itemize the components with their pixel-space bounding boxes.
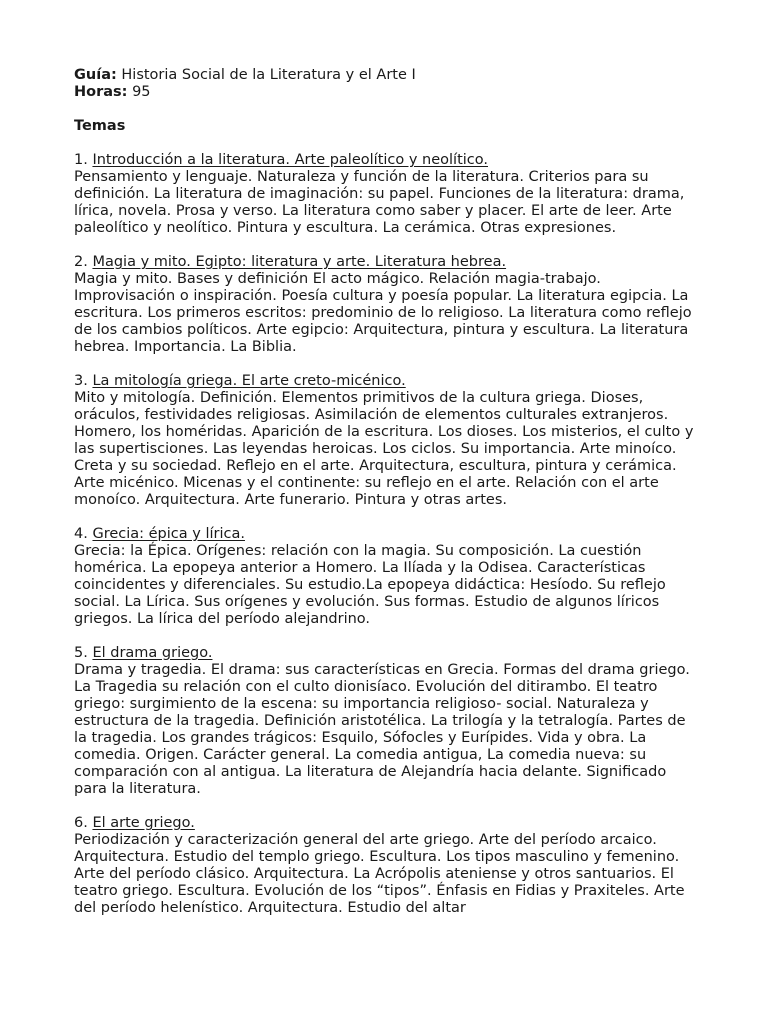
section-body: Periodización y caracterización general del arte griego. Arte del período arcaico. Arquitectura. Estudio del templo griego. Escultura. Los tipos masculino y femenino. Arte del período clásico. Arquitectura. La Acrópolis ateniense y otros santuarios. El teatro griego. Escultura. Evolución de los “tipos”. Énfasis en Fidias y Praxiteles. Arte del período helenístico. Arquitectura. Estudio del altar	[74, 832, 685, 916]
section-body: Magia y mito. Bases y definición El acto mágico. Relación magia-trabajo. Improvisación o inspiración. Poesía cultura y poesía popular. La literatura egipcia. La escritura. Los primeros escritos: predominio de lo religioso. La literatura como reflejo de los cambios políticos. Arte egipcio: Arquitectura, pintura y escultura. La literatura hebrea. Importancia. La Biblia.	[74, 271, 692, 355]
section-number: 5.	[74, 645, 88, 661]
document-page	[74, 67, 694, 934]
section-title	[74, 373, 694, 390]
section-title-text: El drama griego.	[92, 645, 213, 661]
section-title	[74, 152, 694, 169]
section-number: 1.	[74, 152, 88, 168]
section-1	[74, 152, 694, 237]
guia-label: Guía:	[74, 67, 117, 83]
section-5	[74, 645, 694, 798]
temas-heading: Temas	[74, 118, 126, 134]
section-title	[74, 645, 694, 662]
section-title-text: Introducción a la literatura. Arte paleolítico y neolítico.	[92, 152, 488, 168]
section-2	[74, 254, 694, 356]
section-3	[74, 373, 694, 509]
horas-value: 95	[132, 84, 151, 100]
section-6	[74, 815, 694, 917]
horas-label: Horas:	[74, 84, 128, 100]
section-number: 2.	[74, 254, 88, 270]
section-title-text: La mitología griega. El arte creto-micénico.	[92, 373, 406, 389]
section-number: 4.	[74, 526, 88, 542]
section-title	[74, 254, 694, 271]
section-4	[74, 526, 694, 628]
section-title-text: Magia y mito. Egipto: literatura y arte. Literatura hebrea.	[92, 254, 507, 270]
section-body: Pensamiento y lenguaje. Naturaleza y función de la literatura. Criterios para su definición. La literatura de imaginación: su papel. Funciones de la literatura: drama, lírica, novela. Prosa y verso. La literatura como saber y placer. El arte de leer. Arte paleolítico y neolítico. Pintura y escultura. La cerámica. Otras expresiones.	[74, 169, 685, 236]
section-body: Drama y tragedia. El drama: sus características en Grecia. Formas del drama griego. La Tragedia su relación con el culto dionisíaco. Evolución del ditirambo. El teatro griego: surgimiento de la escena: su importancia religioso- social. Naturaleza y estructura de la tragedia. Definición aristotélica. La trilogía y la tetralogía. Partes de la tragedia. Los grandes trágicos: Esquilo, Sófocles y Eurípides. Vida y obra. La comedia. Origen. Carácter general. La comedia antigua, La comedia nueva: su comparación con al antigua. La literatura de Alejandría hacia delante. Significado para la literatura.	[74, 662, 690, 797]
section-title	[74, 526, 694, 543]
section-number: 6.	[74, 815, 88, 831]
section-number: 3.	[74, 373, 88, 389]
section-title-text: El arte griego.	[92, 815, 195, 831]
section-body: Mito y mitología. Definición. Elementos primitivos de la cultura griega. Dioses, oráculos, festividades religiosas. Asimilación de elementos culturales extranjeros. Homero, los homéridas. Aparición de la escritura. Los dioses. Los misterios, el culto y las supertisciones. Las leyendas heroicas. Los ciclos. Su importancia. Arte minoíco. Creta y su sociedad. Reflejo en el arte. Arquitectura, escultura, pintura y cerámica. Arte micénico. Micenas y el continente: su reflejo en el arte. Relación con el arte monoíco. Arquitectura. Arte funerario. Pintura y otras artes.	[74, 390, 694, 508]
guia-line	[74, 67, 694, 84]
section-body: Grecia: la Épica. Orígenes: relación con la magia. Su composición. La cuestión homérica. La epopeya anterior a Homero. La Ilíada y la Odisea. Características coincidentes y diferenciales. Su estudio.La epopeya didáctica: Hesíodo. Su reflejo social. La Lírica. Sus orígenes y evolución. Sus formas. Estudio de algunos líricos griegos. La lírica del período alejandrino.	[74, 543, 666, 627]
section-title	[74, 815, 694, 832]
section-title-text: Grecia: épica y lírica.	[92, 526, 245, 542]
guia-value: Historia Social de la Literatura y el Arte I	[121, 67, 416, 83]
horas-line	[74, 84, 694, 101]
